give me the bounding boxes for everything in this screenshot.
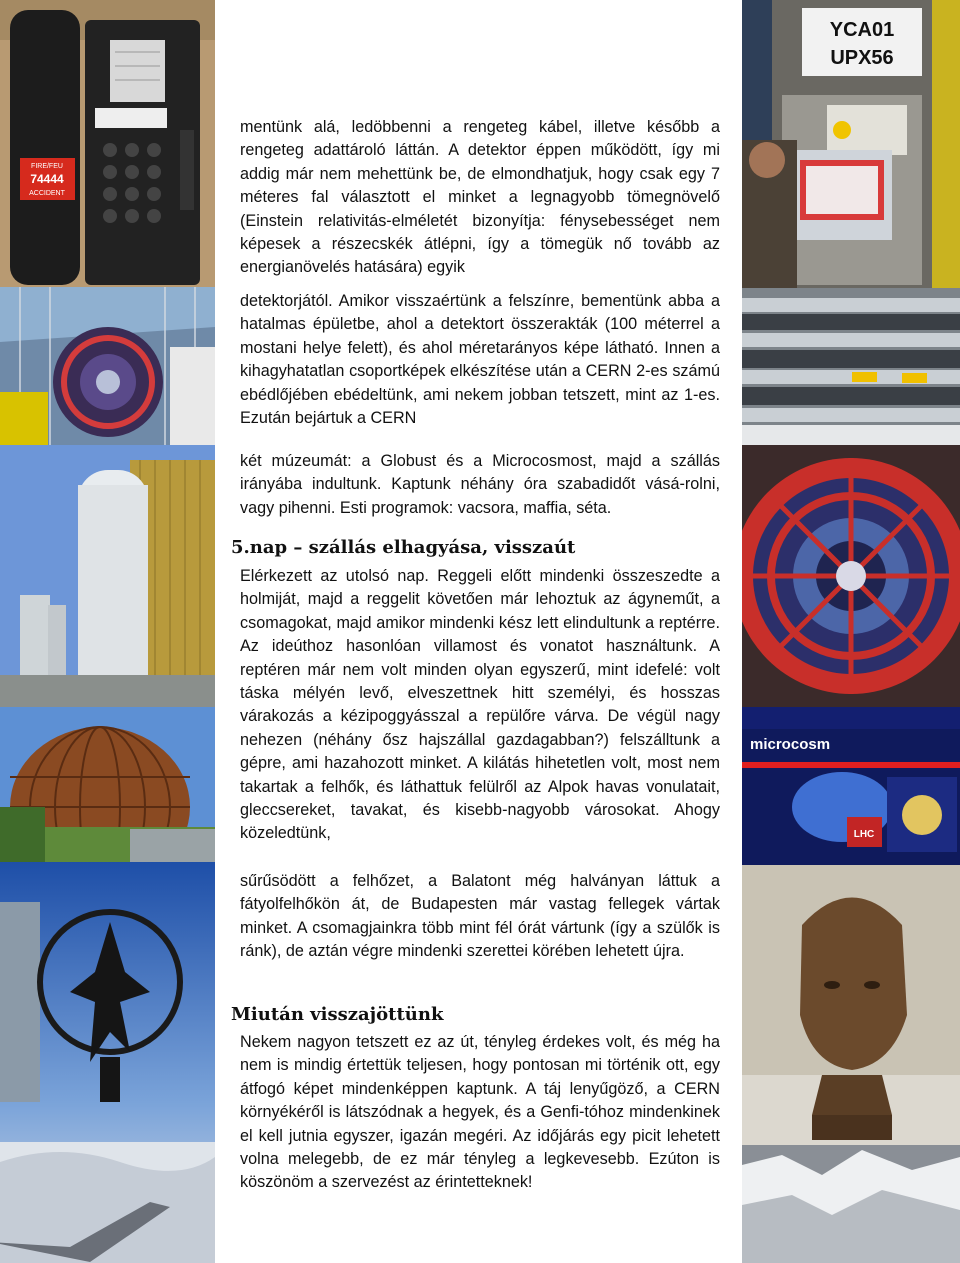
microcosm-title: microcosm [750,736,831,753]
heading-day5: 5.nap – szállás elhagyása, visszaút [231,537,576,558]
cable-trays-photo [742,288,960,445]
paragraph-cern-basement: mentünk alá, ledöbbenni a rengeteg kábel, illetve később a rengeteg adattároló láttán. A detektor éppen működött, így mi addig már nem mehettünk be, de elmondhatjuk, hogy csak egy 7 méteres fal választott el minket a legnagyobb tömegnövelő (Einstein relativitás-elméletét bizonyítja: fénysebességet nem képesek a részecskék átlépni, így a tömegük nő tovább az energianövelés hatására) egyik [240,118,720,277]
paragraph-landing: sűrűsödött a felhőzet, a Balatont még halványan láttuk a fátyolfelhőkön át, de Budapesten már vastag fellegek vártak minket. A csomagjainkra több mint fél órát vártunk (így a szülők is ránk), de aztán végre mindenki szerettei körében lehetett újra. [240,872,720,961]
microcosm-exhibit-photo [742,707,960,865]
phone-photo [0,0,215,287]
detector-rack-photo [742,0,960,288]
rack-sign-line2: UPX56 [830,47,894,69]
paragraph-conclusion: Nekem nagyon tetszett ez az út, tényleg érdekes volt, és még ha nem is mindig értettük teljesen, hogy pontosan mi történik ott, egy átfogó képet mindenképpen kaptunk. A táj lenyűgöző, a CERN környékéről is látszódnak a hegyek, és a Genfi-tóhoz mindenkinek el kell jutnia egyszer, igazán megéri. Az időjárás egy picit lehetett volna melegebb, de ez már tényleg a legkevesebb. Ezúton is köszönöm a szervezést az érintetteknek! [240,1033,720,1192]
paragraph-detector-hall: detektorjától. Amikor visszaértünk a felszínre, bementünk abba a hatalmas épületbe, ahol a detektort összerakták (100 méterrel a mostani helye felett), és ahol méretarányos képe látható. Innen a kihagyhatatlan csoportképek elkészítése után a CERN 2-es számú ebédlőjében ebédeltünk, ami nekem jobban tetszett, mint az 1-es. Ezután bejártuk a CERN [240,292,720,428]
microcosm-badge: LHC [853,829,875,840]
detector-wheel-photo [742,445,960,707]
paragraph-museums: két múzeumát: a Globust és a Microcosmost, majd a szállás irányába indultunk. Kaptunk néhány óra szabadidőt vásá-rolni, vagy pihenni. Esti programok: vacsora, maffia, séta. [240,452,720,517]
phone-label-code: 74444 [30,172,64,186]
rack-sign-line1: YCA01 [829,19,895,41]
cms-hall-photo [0,287,215,445]
paragraph-return-trip: Elérkezett az utolsó nap. Reggeli előtt mindenki összeszedte a holmiját, majd a reggelit követően már lehoztuk az ágyneműt, a csomagokat, majd amikor mindenki kész lett elindultunk a reptérre. Az ideúthoz hasonlóan villamost és vonatot használtunk. A reptéren már nem volt minden olyan egyszerű, mint idefelé: volt táska mélyén levő, elveszettnek hitt személyi, és hosszas várakozás a kézipoggyásszal a repülőre várva. De végül nagy nehezen (néhány ősz hajszállal gazdagabban?) felszálltunk a gépre, ami hazahozott minket. A kilátás hihetetlen volt, most nem takartak a felhők, és láthattuk felülről az Alpok havas vonulatait, gleccsereket, tavakat, és kisebb-nagyobb városokat. Ahogy közeledtünk, [240,567,720,843]
heading-after-return: Miután visszajöttünk [231,1004,444,1025]
bust-photo [742,865,960,1263]
phone-label-line2: ACCIDENT [29,190,65,197]
cryogenic-tank-photo [0,445,215,707]
shiva-statue-photo [0,862,215,1263]
globe-of-science-photo [0,707,215,862]
phone-label-line1: FIRE/FEU [31,163,63,170]
